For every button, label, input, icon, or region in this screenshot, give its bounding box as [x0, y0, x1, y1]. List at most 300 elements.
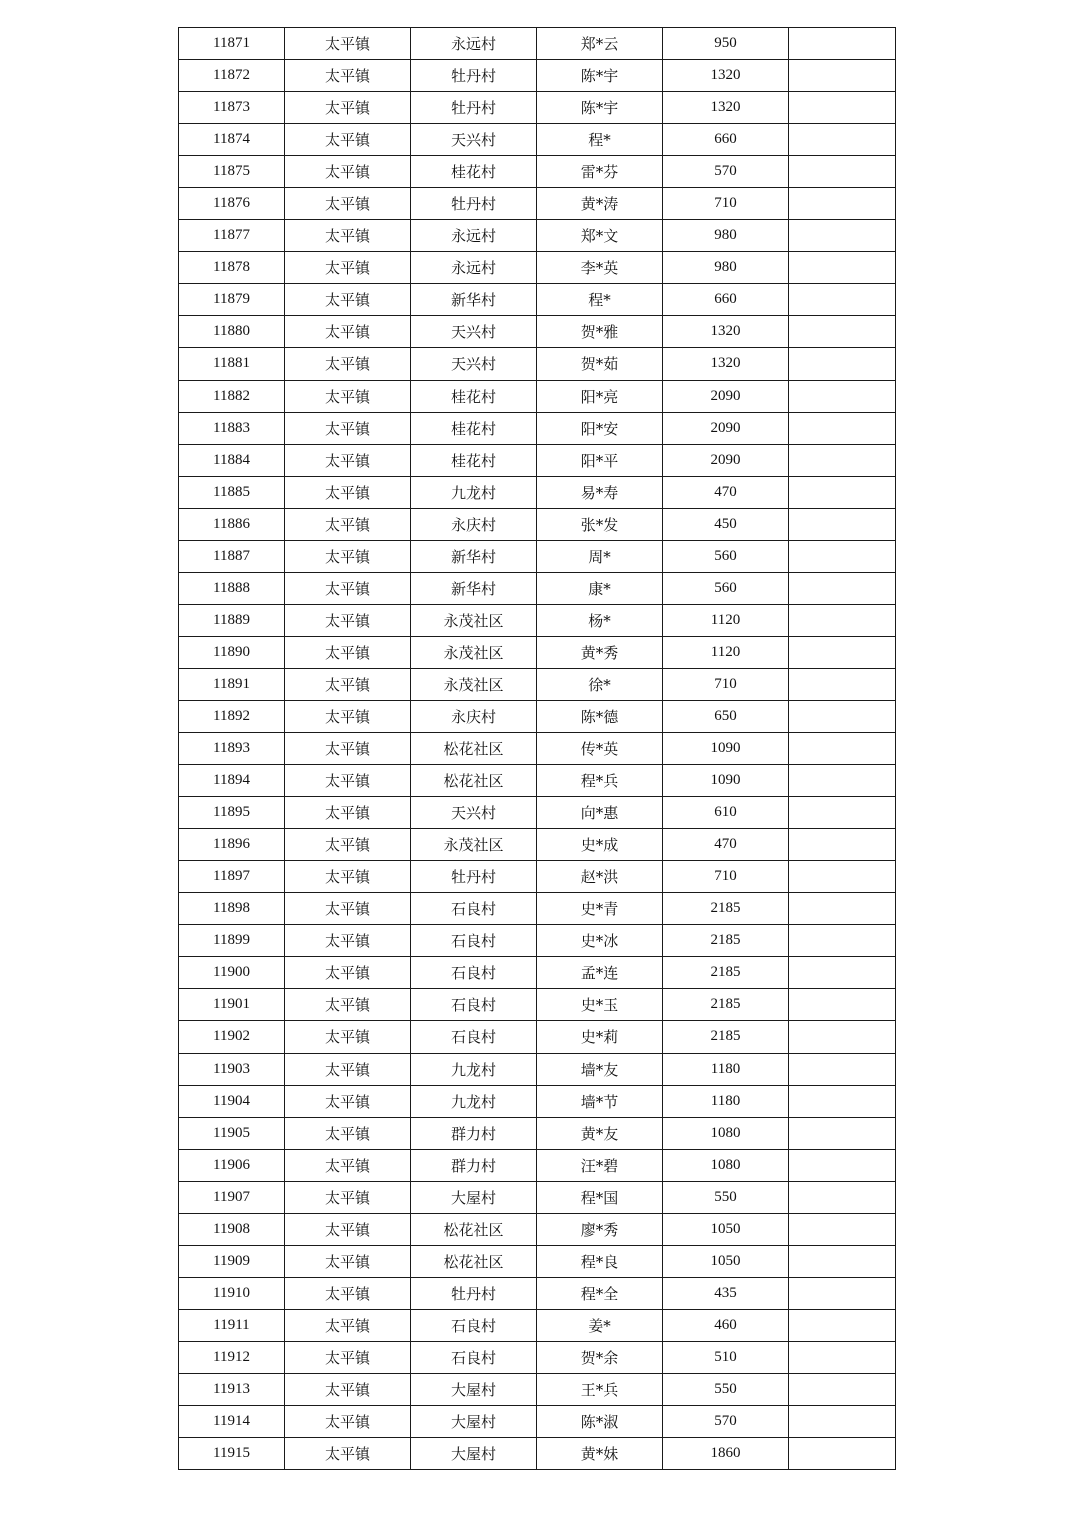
amount-cell: 950: [663, 28, 789, 60]
row-number-cell: 11876: [179, 188, 285, 220]
person-name-cell: 贺*余: [537, 1341, 663, 1373]
table-row: [179, 925, 896, 957]
person-name-cell: 陈*宇: [537, 92, 663, 124]
table-row: [179, 220, 896, 252]
table-row: [179, 1341, 896, 1373]
person-name-cell: 阳*安: [537, 412, 663, 444]
town-cell: 太平镇: [285, 1438, 411, 1470]
note-cell: [789, 380, 896, 412]
amount-cell: 2090: [663, 380, 789, 412]
row-number-cell: 11895: [179, 797, 285, 829]
note-cell: [789, 1277, 896, 1309]
amount-cell: 980: [663, 220, 789, 252]
amount-cell: 1050: [663, 1245, 789, 1277]
town-cell: 太平镇: [285, 1085, 411, 1117]
person-name-cell: 周*: [537, 540, 663, 572]
table-row: [179, 604, 896, 636]
town-cell: 太平镇: [285, 220, 411, 252]
note-cell: [789, 572, 896, 604]
village-cell: 天兴村: [411, 797, 537, 829]
note-cell: [789, 925, 896, 957]
amount-cell: 980: [663, 252, 789, 284]
amount-cell: 1090: [663, 733, 789, 765]
town-cell: 太平镇: [285, 60, 411, 92]
town-cell: 太平镇: [285, 861, 411, 893]
amount-cell: 470: [663, 476, 789, 508]
row-number-cell: 11912: [179, 1341, 285, 1373]
note-cell: [789, 124, 896, 156]
village-cell: 大屋村: [411, 1438, 537, 1470]
note-cell: [789, 540, 896, 572]
town-cell: 太平镇: [285, 829, 411, 861]
town-cell: 太平镇: [285, 572, 411, 604]
row-number-cell: 11883: [179, 412, 285, 444]
row-number-cell: 11885: [179, 476, 285, 508]
town-cell: 太平镇: [285, 1406, 411, 1438]
person-name-cell: 赵*洪: [537, 861, 663, 893]
table-row: [179, 1181, 896, 1213]
town-cell: 太平镇: [285, 1245, 411, 1277]
person-name-cell: 张*发: [537, 508, 663, 540]
row-number-cell: 11877: [179, 220, 285, 252]
note-cell: [789, 1438, 896, 1470]
person-name-cell: 汪*碧: [537, 1149, 663, 1181]
amount-cell: 470: [663, 829, 789, 861]
person-name-cell: 陈*宇: [537, 60, 663, 92]
town-cell: 太平镇: [285, 188, 411, 220]
person-name-cell: 徐*: [537, 668, 663, 700]
village-cell: 天兴村: [411, 348, 537, 380]
row-number-cell: 11900: [179, 957, 285, 989]
note-cell: [789, 1245, 896, 1277]
person-name-cell: 程*全: [537, 1277, 663, 1309]
amount-cell: 2185: [663, 1021, 789, 1053]
village-cell: 牡丹村: [411, 188, 537, 220]
table-row: [179, 893, 896, 925]
note-cell: [789, 700, 896, 732]
table-row: [179, 1245, 896, 1277]
town-cell: 太平镇: [285, 1341, 411, 1373]
village-cell: 石良村: [411, 1341, 537, 1373]
row-number-cell: 11897: [179, 861, 285, 893]
note-cell: [789, 957, 896, 989]
table-row: [179, 797, 896, 829]
person-name-cell: 史*成: [537, 829, 663, 861]
table-row: [179, 412, 896, 444]
amount-cell: 450: [663, 508, 789, 540]
amount-cell: 1320: [663, 348, 789, 380]
amount-cell: 560: [663, 540, 789, 572]
town-cell: 太平镇: [285, 989, 411, 1021]
row-number-cell: 11889: [179, 604, 285, 636]
row-number-cell: 11908: [179, 1213, 285, 1245]
note-cell: [789, 636, 896, 668]
person-name-cell: 陈*淑: [537, 1406, 663, 1438]
amount-cell: 610: [663, 797, 789, 829]
row-number-cell: 11898: [179, 893, 285, 925]
person-name-cell: 阳*亮: [537, 380, 663, 412]
town-cell: 太平镇: [285, 156, 411, 188]
table-row: [179, 1149, 896, 1181]
village-cell: 松花社区: [411, 1213, 537, 1245]
row-number-cell: 11892: [179, 700, 285, 732]
town-cell: 太平镇: [285, 1213, 411, 1245]
village-cell: 大屋村: [411, 1373, 537, 1405]
village-cell: 永茂社区: [411, 604, 537, 636]
row-number-cell: 11879: [179, 284, 285, 316]
town-cell: 太平镇: [285, 508, 411, 540]
row-number-cell: 11880: [179, 316, 285, 348]
table-row: [179, 636, 896, 668]
town-cell: 太平镇: [285, 348, 411, 380]
town-cell: 太平镇: [285, 1021, 411, 1053]
row-number-cell: 11873: [179, 92, 285, 124]
village-cell: 永远村: [411, 252, 537, 284]
table-row: [179, 28, 896, 60]
town-cell: 太平镇: [285, 1117, 411, 1149]
table-row: [179, 540, 896, 572]
table-row: [179, 348, 896, 380]
table-row: [179, 989, 896, 1021]
town-cell: 太平镇: [285, 668, 411, 700]
amount-cell: 1320: [663, 60, 789, 92]
amount-cell: 2090: [663, 444, 789, 476]
amount-cell: 460: [663, 1309, 789, 1341]
person-name-cell: 雷*芬: [537, 156, 663, 188]
village-cell: 桂花村: [411, 380, 537, 412]
note-cell: [789, 765, 896, 797]
amount-cell: 435: [663, 1277, 789, 1309]
village-cell: 天兴村: [411, 124, 537, 156]
table-row: [179, 733, 896, 765]
table-row: [179, 1277, 896, 1309]
note-cell: [789, 1341, 896, 1373]
note-cell: [789, 348, 896, 380]
row-number-cell: 11888: [179, 572, 285, 604]
table-row: [179, 1309, 896, 1341]
amount-cell: 570: [663, 156, 789, 188]
row-number-cell: 11913: [179, 1373, 285, 1405]
row-number-cell: 11906: [179, 1149, 285, 1181]
person-name-cell: 史*莉: [537, 1021, 663, 1053]
note-cell: [789, 1085, 896, 1117]
note-cell: [789, 1117, 896, 1149]
village-cell: 桂花村: [411, 444, 537, 476]
row-number-cell: 11904: [179, 1085, 285, 1117]
table-row: [179, 829, 896, 861]
amount-cell: 510: [663, 1341, 789, 1373]
note-cell: [789, 508, 896, 540]
table-row: [179, 700, 896, 732]
person-name-cell: 程*: [537, 124, 663, 156]
subsidy-table: [178, 27, 896, 1470]
person-name-cell: 黄*妹: [537, 1438, 663, 1470]
village-cell: 石良村: [411, 925, 537, 957]
row-number-cell: 11882: [179, 380, 285, 412]
person-name-cell: 程*: [537, 284, 663, 316]
table-row: [179, 1085, 896, 1117]
town-cell: 太平镇: [285, 540, 411, 572]
village-cell: 牡丹村: [411, 92, 537, 124]
note-cell: [789, 1406, 896, 1438]
person-name-cell: 杨*: [537, 604, 663, 636]
town-cell: 太平镇: [285, 1053, 411, 1085]
village-cell: 大屋村: [411, 1406, 537, 1438]
row-number-cell: 11911: [179, 1309, 285, 1341]
amount-cell: 1180: [663, 1085, 789, 1117]
row-number-cell: 11878: [179, 252, 285, 284]
person-name-cell: 墙*节: [537, 1085, 663, 1117]
table-row: [179, 124, 896, 156]
row-number-cell: 11884: [179, 444, 285, 476]
table-row: [179, 765, 896, 797]
row-number-cell: 11890: [179, 636, 285, 668]
amount-cell: 2185: [663, 925, 789, 957]
amount-cell: 1080: [663, 1117, 789, 1149]
village-cell: 群力村: [411, 1117, 537, 1149]
row-number-cell: 11896: [179, 829, 285, 861]
person-name-cell: 黄*涛: [537, 188, 663, 220]
person-name-cell: 李*英: [537, 252, 663, 284]
town-cell: 太平镇: [285, 893, 411, 925]
amount-cell: 2185: [663, 957, 789, 989]
table-row: [179, 380, 896, 412]
table-row: [179, 861, 896, 893]
row-number-cell: 11907: [179, 1181, 285, 1213]
row-number-cell: 11894: [179, 765, 285, 797]
town-cell: 太平镇: [285, 316, 411, 348]
table-row: [179, 60, 896, 92]
amount-cell: 1090: [663, 765, 789, 797]
note-cell: [789, 861, 896, 893]
town-cell: 太平镇: [285, 733, 411, 765]
amount-cell: 1050: [663, 1213, 789, 1245]
table-row: [179, 1053, 896, 1085]
note-cell: [789, 1053, 896, 1085]
village-cell: 新华村: [411, 540, 537, 572]
person-name-cell: 墙*友: [537, 1053, 663, 1085]
table-row: [179, 156, 896, 188]
note-cell: [789, 829, 896, 861]
table-row: [179, 957, 896, 989]
town-cell: 太平镇: [285, 1277, 411, 1309]
town-cell: 太平镇: [285, 380, 411, 412]
village-cell: 大屋村: [411, 1181, 537, 1213]
row-number-cell: 11881: [179, 348, 285, 380]
note-cell: [789, 92, 896, 124]
note-cell: [789, 1309, 896, 1341]
table-row: [179, 1117, 896, 1149]
amount-cell: 2185: [663, 893, 789, 925]
row-number-cell: 11915: [179, 1438, 285, 1470]
person-name-cell: 黄*友: [537, 1117, 663, 1149]
person-name-cell: 传*英: [537, 733, 663, 765]
amount-cell: 570: [663, 1406, 789, 1438]
village-cell: 新华村: [411, 284, 537, 316]
town-cell: 太平镇: [285, 1309, 411, 1341]
row-number-cell: 11886: [179, 508, 285, 540]
town-cell: 太平镇: [285, 28, 411, 60]
note-cell: [789, 893, 896, 925]
amount-cell: 1120: [663, 636, 789, 668]
note-cell: [789, 604, 896, 636]
town-cell: 太平镇: [285, 797, 411, 829]
town-cell: 太平镇: [285, 1181, 411, 1213]
note-cell: [789, 316, 896, 348]
amount-cell: 1180: [663, 1053, 789, 1085]
person-name-cell: 姜*: [537, 1309, 663, 1341]
village-cell: 永茂社区: [411, 668, 537, 700]
row-number-cell: 11910: [179, 1277, 285, 1309]
amount-cell: 710: [663, 188, 789, 220]
town-cell: 太平镇: [285, 476, 411, 508]
person-name-cell: 易*寿: [537, 476, 663, 508]
person-name-cell: 廖*秀: [537, 1213, 663, 1245]
amount-cell: 560: [663, 572, 789, 604]
table-row: [179, 508, 896, 540]
note-cell: [789, 220, 896, 252]
table-row: [179, 188, 896, 220]
town-cell: 太平镇: [285, 284, 411, 316]
row-number-cell: 11871: [179, 28, 285, 60]
note-cell: [789, 284, 896, 316]
note-cell: [789, 60, 896, 92]
village-cell: 永庆村: [411, 508, 537, 540]
amount-cell: 650: [663, 700, 789, 732]
table-row: [179, 92, 896, 124]
row-number-cell: 11891: [179, 668, 285, 700]
amount-cell: 1120: [663, 604, 789, 636]
person-name-cell: 王*兵: [537, 1373, 663, 1405]
town-cell: 太平镇: [285, 1373, 411, 1405]
town-cell: 太平镇: [285, 604, 411, 636]
row-number-cell: 11909: [179, 1245, 285, 1277]
village-cell: 新华村: [411, 572, 537, 604]
table-row: [179, 1213, 896, 1245]
village-cell: 牡丹村: [411, 60, 537, 92]
village-cell: 松花社区: [411, 765, 537, 797]
person-name-cell: 向*惠: [537, 797, 663, 829]
person-name-cell: 程*国: [537, 1181, 663, 1213]
table-row: [179, 1406, 896, 1438]
village-cell: 天兴村: [411, 316, 537, 348]
person-name-cell: 程*良: [537, 1245, 663, 1277]
note-cell: [789, 733, 896, 765]
amount-cell: 2185: [663, 989, 789, 1021]
table-row: [179, 444, 896, 476]
town-cell: 太平镇: [285, 1149, 411, 1181]
table-row: [179, 476, 896, 508]
town-cell: 太平镇: [285, 957, 411, 989]
amount-cell: 1320: [663, 92, 789, 124]
note-cell: [789, 28, 896, 60]
note-cell: [789, 1373, 896, 1405]
village-cell: 永远村: [411, 28, 537, 60]
village-cell: 永远村: [411, 220, 537, 252]
person-name-cell: 郑*云: [537, 28, 663, 60]
village-cell: 群力村: [411, 1149, 537, 1181]
row-number-cell: 11872: [179, 60, 285, 92]
row-number-cell: 11905: [179, 1117, 285, 1149]
village-cell: 永茂社区: [411, 829, 537, 861]
person-name-cell: 黄*秀: [537, 636, 663, 668]
person-name-cell: 贺*雅: [537, 316, 663, 348]
row-number-cell: 11902: [179, 1021, 285, 1053]
table-body: [179, 28, 896, 1470]
town-cell: 太平镇: [285, 765, 411, 797]
village-cell: 牡丹村: [411, 861, 537, 893]
village-cell: 石良村: [411, 1309, 537, 1341]
town-cell: 太平镇: [285, 92, 411, 124]
note-cell: [789, 668, 896, 700]
table-row: [179, 572, 896, 604]
note-cell: [789, 1149, 896, 1181]
table-row: [179, 284, 896, 316]
table-row: [179, 316, 896, 348]
row-number-cell: 11887: [179, 540, 285, 572]
village-cell: 九龙村: [411, 476, 537, 508]
town-cell: 太平镇: [285, 925, 411, 957]
village-cell: 石良村: [411, 1021, 537, 1053]
row-number-cell: 11893: [179, 733, 285, 765]
note-cell: [789, 797, 896, 829]
village-cell: 九龙村: [411, 1053, 537, 1085]
note-cell: [789, 412, 896, 444]
row-number-cell: 11875: [179, 156, 285, 188]
amount-cell: 1320: [663, 316, 789, 348]
note-cell: [789, 989, 896, 1021]
table-row: [179, 252, 896, 284]
note-cell: [789, 188, 896, 220]
village-cell: 永庆村: [411, 700, 537, 732]
table-row: [179, 1373, 896, 1405]
village-cell: 桂花村: [411, 156, 537, 188]
person-name-cell: 孟*连: [537, 957, 663, 989]
table-row: [179, 1021, 896, 1053]
village-cell: 桂花村: [411, 412, 537, 444]
person-name-cell: 阳*平: [537, 444, 663, 476]
village-cell: 石良村: [411, 893, 537, 925]
note-cell: [789, 1021, 896, 1053]
note-cell: [789, 476, 896, 508]
person-name-cell: 史*玉: [537, 989, 663, 1021]
person-name-cell: 程*兵: [537, 765, 663, 797]
row-number-cell: 11899: [179, 925, 285, 957]
note-cell: [789, 156, 896, 188]
note-cell: [789, 1181, 896, 1213]
note-cell: [789, 444, 896, 476]
amount-cell: 550: [663, 1181, 789, 1213]
row-number-cell: 11901: [179, 989, 285, 1021]
person-name-cell: 史*青: [537, 893, 663, 925]
person-name-cell: 康*: [537, 572, 663, 604]
amount-cell: 660: [663, 284, 789, 316]
row-number-cell: 11903: [179, 1053, 285, 1085]
village-cell: 松花社区: [411, 733, 537, 765]
table-row: [179, 1438, 896, 1470]
village-cell: 松花社区: [411, 1245, 537, 1277]
person-name-cell: 贺*茹: [537, 348, 663, 380]
note-cell: [789, 1213, 896, 1245]
town-cell: 太平镇: [285, 252, 411, 284]
amount-cell: 1080: [663, 1149, 789, 1181]
person-name-cell: 郑*文: [537, 220, 663, 252]
person-name-cell: 史*冰: [537, 925, 663, 957]
row-number-cell: 11874: [179, 124, 285, 156]
note-cell: [789, 252, 896, 284]
village-cell: 永茂社区: [411, 636, 537, 668]
amount-cell: 660: [663, 124, 789, 156]
